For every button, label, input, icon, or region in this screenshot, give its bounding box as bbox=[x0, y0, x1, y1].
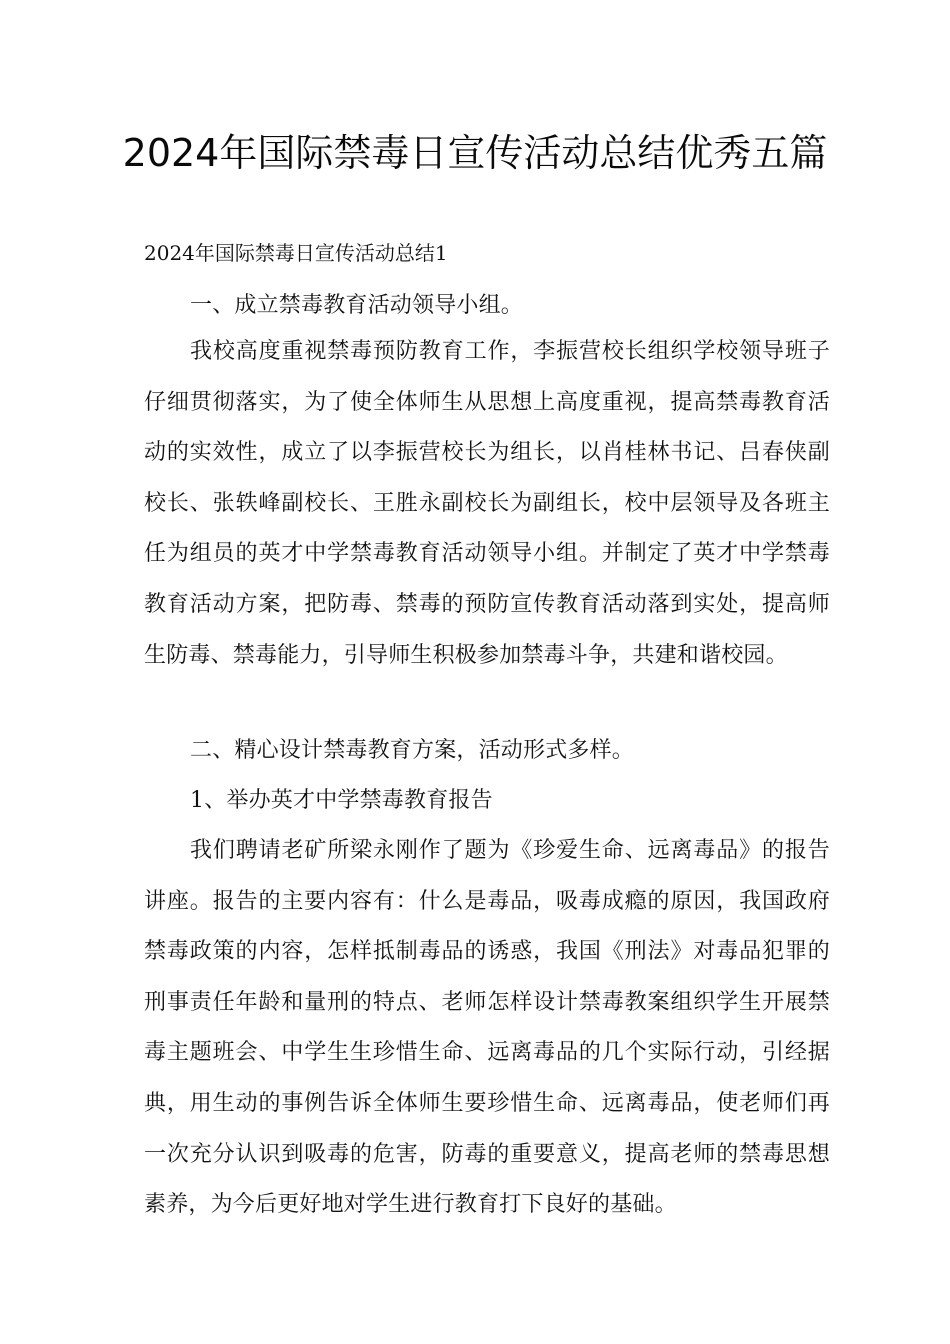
paragraph-1: 我校高度重视禁毒预防教育工作，李振营校长组织学校领导班子仔细贯彻落实，为了使全体师生从思想上高度重视，提高禁毒教育活动的实效性，成立了以李振营校长为组长，以肖桂林书记、吕春侠副校长、张轶峰副校长、王胜永副校长为副组长，校中层领导及各班主任为组员的英才中学禁毒教育活动领导小组。并制定了英才中学禁毒教育活动方案，把防毒、禁毒的预防宣传教育活动落到实处，提高师生防毒、禁毒能力，引导师生积极参加禁毒斗争，共建和谐校园。 bbox=[144, 339, 830, 668]
document-title: 2024年国际禁毒日宣传活动总结优秀五篇 bbox=[122, 131, 828, 175]
item1-heading: 1、举办英才中学禁毒教育报告 bbox=[190, 788, 493, 813]
section1-heading: 一、成立禁毒教育活动领导小组。 bbox=[190, 293, 524, 318]
section-subtitle: 2024年国际禁毒日宣传活动总结1 bbox=[144, 241, 448, 265]
section2-heading: 二、精心设计禁毒教育方案，活动形式多样。 bbox=[190, 738, 635, 763]
paragraph-2: 我们聘请老矿所梁永刚作了题为《珍爱生命、远离毒品》的报告讲座。报告的主要内容有：什么是毒品，吸毒成瘾的原因，我国政府禁毒政策的内容，怎样抵制毒品的诱惑，我国《刑法》对毒品犯罪的刑事责任年龄和量刑的特点、老师怎样设计禁毒教案组织学生开展禁毒主题班会、中学生生珍惜生命、远离毒品的几个实际行动，引经据典，用生动的事例告诉全体师生要珍惜生命、远离毒品，使老师们再一次充分认识到吸毒的危害，防毒的重要意义，提高老师的禁毒思想素养，为今后更好地对学生进行教育打下良好的基础。 bbox=[144, 838, 830, 1218]
